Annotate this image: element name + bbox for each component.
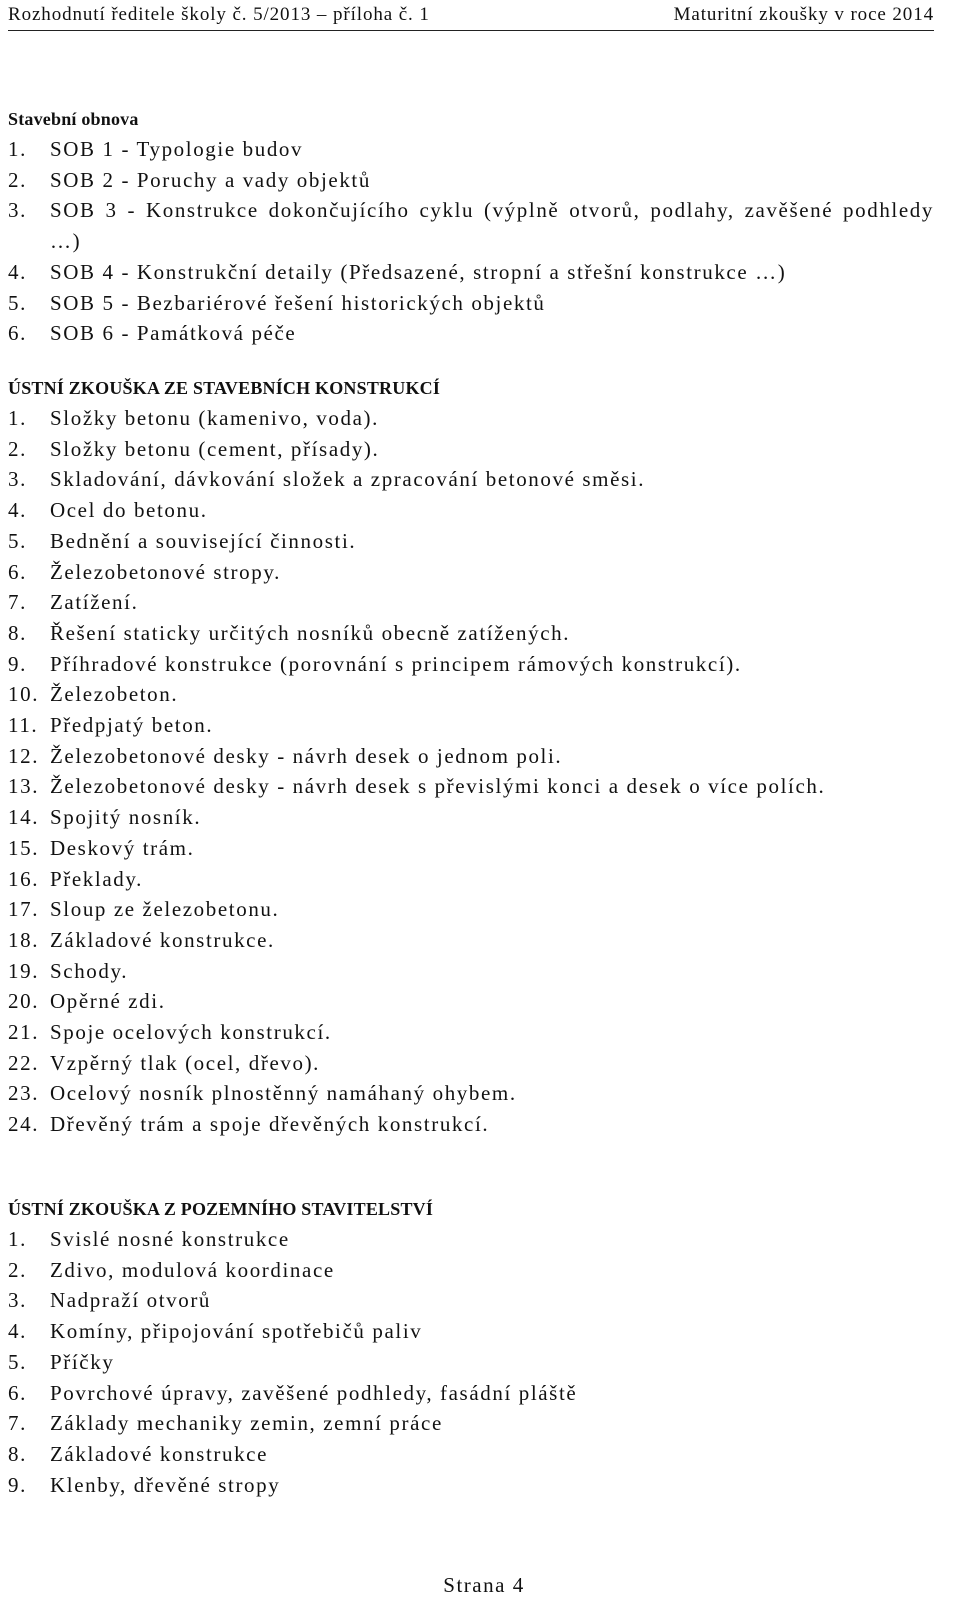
- item-text: Železobetonové stropy.: [50, 559, 281, 584]
- item-text: Železobetonové desky - návrh desek s převislými konci a desek o více polích.: [50, 774, 826, 799]
- item-text: Překlady.: [50, 866, 143, 891]
- item-text: Železobetonové desky - návrh desek o jednom poli.: [50, 743, 563, 768]
- topic-list: [8, 403, 934, 1140]
- item-number: 15.: [8, 835, 40, 860]
- list-item: [8, 464, 934, 495]
- list-item: [8, 771, 934, 802]
- list-item: [8, 925, 934, 956]
- item-number: 2.: [8, 1257, 27, 1282]
- item-text: Bednění a související činnosti.: [50, 528, 357, 553]
- list-item: [8, 1224, 934, 1255]
- item-number: 18.: [8, 927, 40, 952]
- item-number: 11.: [8, 713, 39, 738]
- item-number: 6.: [8, 321, 27, 346]
- item-number: 1.: [8, 1227, 27, 1251]
- item-number: 2.: [8, 436, 27, 461]
- item-text: Předpjatý beton.: [50, 713, 214, 738]
- item-number: 16.: [8, 866, 40, 891]
- list-item: [8, 195, 934, 256]
- list-item: [8, 165, 934, 196]
- item-number: 14.: [8, 805, 40, 830]
- list-item: [8, 1439, 934, 1470]
- list-item: [8, 802, 934, 833]
- item-number: 4.: [8, 1319, 27, 1344]
- item-number: 20.: [8, 989, 40, 1014]
- item-text: Příčky: [50, 1349, 115, 1374]
- section-title: Stavební obnova: [8, 109, 139, 129]
- section-pozemni-stavitelstvi: [8, 1194, 934, 1500]
- list-item: [8, 864, 934, 895]
- item-number: 5.: [8, 528, 27, 553]
- section-stavebni-obnova: [8, 104, 934, 349]
- item-number: 21.: [8, 1020, 40, 1045]
- item-number: 6.: [8, 559, 27, 584]
- item-text: Řešení staticky určitých nosníků obecně zatížených.: [50, 620, 571, 645]
- item-text: Základové konstrukce.: [50, 927, 275, 952]
- item-text: SOB 6 - Památková péče: [50, 321, 297, 346]
- item-text: Skladování, dávkování složek a zpracování betonové směsi.: [50, 467, 646, 492]
- item-text: Povrchové úpravy, zavěšené podhledy, fasádní pláště: [50, 1380, 578, 1405]
- list-item: [8, 956, 934, 987]
- item-number: 5.: [8, 1349, 27, 1374]
- list-item: [8, 1017, 934, 1048]
- item-number: 3.: [8, 467, 27, 492]
- item-text: Dřevěný trám a spoje dřevěných konstrukcí.: [50, 1112, 490, 1137]
- header-exam-year: Maturitní zkoušky v roce 2014: [673, 4, 934, 25]
- item-number: 7.: [8, 590, 27, 615]
- item-number: 9.: [8, 1472, 27, 1497]
- list-item: [8, 1316, 934, 1347]
- item-number: 12.: [8, 743, 40, 768]
- section-title: ÚSTNÍ ZKOUŠKA ZE STAVEBNÍCH KONSTRUKCÍ: [8, 378, 441, 398]
- list-item: [8, 741, 934, 772]
- list-item: [8, 434, 934, 465]
- item-number: 19.: [8, 958, 40, 983]
- item-number: 8.: [8, 620, 27, 645]
- list-item: [8, 649, 934, 680]
- item-number: 10.: [8, 682, 40, 707]
- item-text: SOB 5 - Bezbariérové řešení historických objektů: [50, 290, 546, 315]
- item-text: Železobeton.: [50, 682, 179, 707]
- topic-list: [8, 1224, 934, 1500]
- item-number: 22.: [8, 1050, 40, 1075]
- list-item: [8, 1408, 934, 1439]
- list-item: [8, 318, 934, 349]
- item-text: Složky betonu (cement, přísady).: [50, 436, 380, 461]
- list-item: [8, 557, 934, 588]
- item-text: Příhradové konstrukce (porovnání s principem rámových konstrukcí).: [50, 651, 742, 676]
- list-item: [8, 1347, 934, 1378]
- item-text: Spoje ocelových konstrukcí.: [50, 1020, 332, 1045]
- section-stavebni-konstrukce: [8, 373, 934, 1140]
- list-item: [8, 986, 934, 1017]
- header-decision-reference: Rozhodnutí ředitele školy č. 5/2013 – příloha č. 1: [8, 4, 430, 25]
- list-item: [8, 679, 934, 710]
- item-number: 3.: [8, 198, 27, 223]
- item-number: 8.: [8, 1441, 27, 1466]
- item-number: 2.: [8, 167, 27, 192]
- list-item: [8, 257, 934, 288]
- list-item: [8, 134, 934, 165]
- item-number: 6.: [8, 1380, 27, 1405]
- topic-list: [8, 134, 934, 349]
- item-text: Ocelový nosník plnostěnný namáhaný ohybem.: [50, 1081, 517, 1106]
- list-item: [8, 288, 934, 319]
- item-number: 13.: [8, 774, 40, 799]
- item-number: 4.: [8, 498, 27, 523]
- item-number: 17.: [8, 897, 40, 922]
- item-text: Spojitý nosník.: [50, 805, 202, 830]
- item-number: 4.: [8, 259, 27, 284]
- item-text: Složky betonu (kamenivo, voda).: [50, 406, 379, 430]
- list-item: [8, 1048, 934, 1079]
- list-item: [8, 710, 934, 741]
- list-item: [8, 894, 934, 925]
- list-item: [8, 833, 934, 864]
- list-item: [8, 1078, 934, 1109]
- page-header: [8, 2, 934, 31]
- item-text: Vzpěrný tlak (ocel, dřevo).: [50, 1050, 321, 1075]
- item-text: Zdivo, modulová koordinace: [50, 1257, 335, 1282]
- list-item: [8, 403, 934, 434]
- item-text: Komíny, připojování spotřebičů paliv: [50, 1319, 423, 1344]
- item-text: Opěrné zdi.: [50, 989, 166, 1014]
- list-item: [8, 1470, 934, 1501]
- item-number: 1.: [8, 406, 27, 430]
- list-item: [8, 1255, 934, 1286]
- item-text: SOB 1 - Typologie budov: [50, 137, 304, 161]
- item-text: SOB 4 - Konstrukční detaily (Předsazené, stropní a střešní konstrukce …): [50, 259, 787, 284]
- item-text: Sloup ze železobetonu.: [50, 897, 280, 922]
- item-text: Základy mechaniky zemin, zemní práce: [50, 1411, 443, 1436]
- item-text: Schody.: [50, 958, 129, 983]
- item-number: 5.: [8, 290, 27, 315]
- list-item: [8, 495, 934, 526]
- page-number: Strana 4: [443, 1573, 525, 1597]
- item-number: 9.: [8, 651, 27, 676]
- item-number: 1.: [8, 137, 27, 161]
- section-title: ÚSTNÍ ZKOUŠKA Z POZEMNÍHO STAVITELSTVÍ: [8, 1199, 434, 1219]
- item-number: 3.: [8, 1288, 27, 1313]
- list-item: [8, 526, 934, 557]
- item-number: 23.: [8, 1081, 40, 1106]
- item-text: Nadpraží otvorů: [50, 1288, 212, 1313]
- item-text: Ocel do betonu.: [50, 498, 208, 523]
- item-text: Deskový trám.: [50, 835, 195, 860]
- item-text: Základové konstrukce: [50, 1441, 269, 1466]
- item-number: 24.: [8, 1112, 40, 1137]
- item-text: Zatížení.: [50, 590, 139, 615]
- list-item: [8, 1378, 934, 1409]
- list-item: [8, 587, 934, 618]
- list-item: [8, 618, 934, 649]
- item-number: 7.: [8, 1411, 27, 1436]
- item-text: Svislé nosné konstrukce: [50, 1227, 290, 1251]
- item-text: Klenby, dřevěné stropy: [50, 1472, 281, 1497]
- list-item: [8, 1109, 934, 1140]
- list-item: [8, 1285, 934, 1316]
- item-text: SOB 2 - Poruchy a vady objektů: [50, 167, 371, 192]
- item-text: SOB 3 - Konstrukce dokončujícího cyklu (výplně otvorů, podlahy, zavěšené podhledy …): [50, 198, 934, 254]
